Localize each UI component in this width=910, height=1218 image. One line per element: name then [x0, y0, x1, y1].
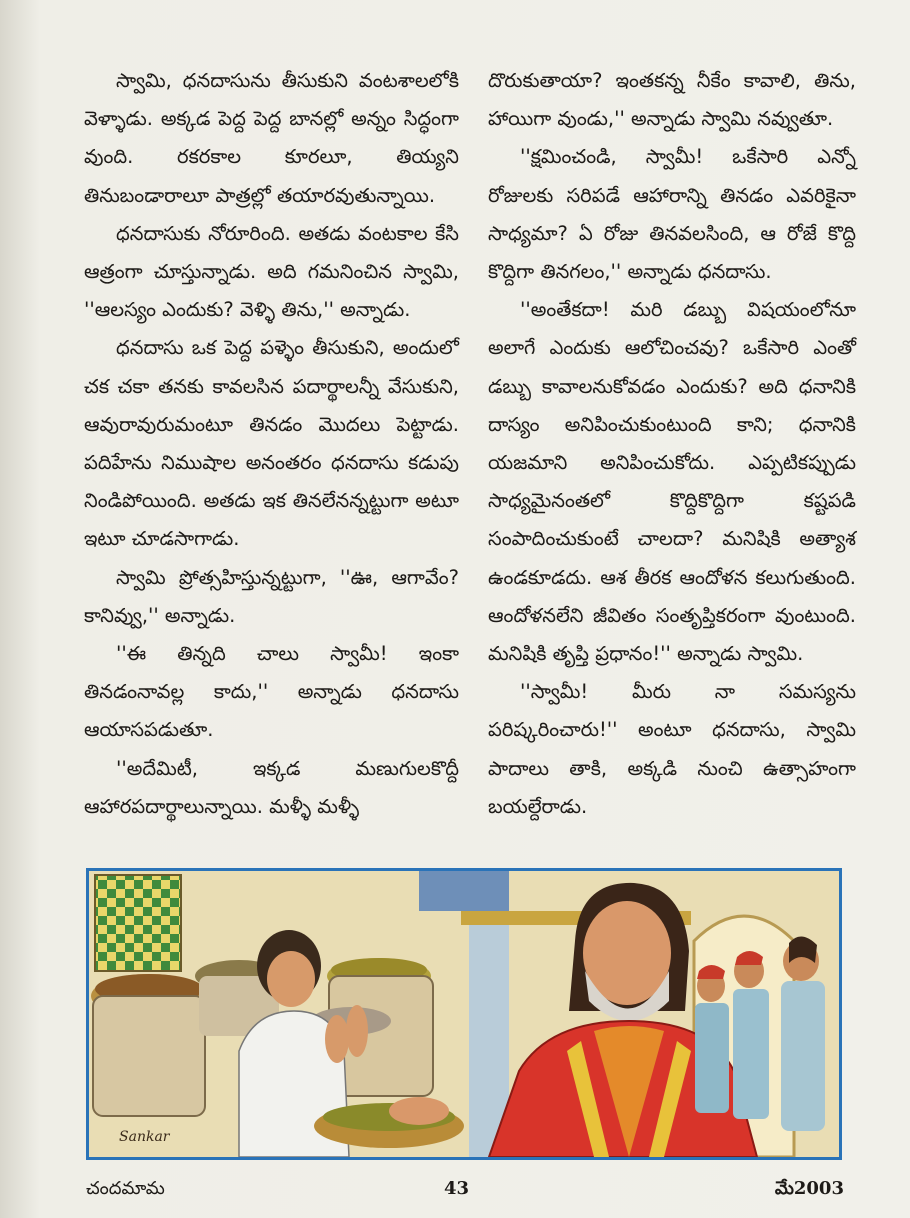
paragraph: ధనదాసు ఒక పెద్ద పళ్ళెం తీసుకుని, అందులో చక చకా తనకు కావలసిన పదార్థాలన్నీ వేసుకుని, ఆవురావురుమంటూ తినడం మొదలు పెట్టాడు. పదిహేను నిముషాల అనంతరం ధనదాసు కడుపు నిండిపోయింది. అతడు ఇక తినలేనన్నట్టుగా అటూ ఇటూ చూడసాగాడు. [84, 336, 459, 551]
magazine-name: చందమామ [86, 1178, 165, 1199]
paragraph: స్వామి ప్రోత్సహిస్తున్నట్టుగా, ''ఊ, ఆగావేం? కానివ్వు,'' అన్నాడు. [84, 565, 459, 627]
issue-date: మే2003 [774, 1178, 844, 1199]
paragraph: ''స్వామీ! మీరు నా సమస్యను పరిష్కరించారు!'' అంటూ ధనదాసు, స్వామి పాదాలు తాకి, అక్కడి నుంచి ఉత్సాహంగా బయల్దేరాడు. [488, 680, 856, 818]
paragraph: స్వామి, ధనదాసును తీసుకుని వంటశాలలోకి వెళ్ళాడు. అక్కడ పెద్ద పెద్ద బానల్లో అన్నం సిద్ధంగా వుంది. రకరకాల కూరలూ, తియ్యని తినుబండారాలూ పాత్రల్లో తయారవుతున్నాయి. [84, 69, 459, 207]
paragraph: ''ఈ తిన్నది చాలు స్వామీ! ఇంకా తినడంనావల్ల కాదు,'' అన్నాడు ధనదాసు ఆయాసపడుతూ. [84, 642, 459, 742]
paragraph: ''అదేమిటీ, ఇక్కడ మణుగులకొద్దీ ఆహారపదార్థాలున్నాయి. మళ్ళీ మళ్ళీ [84, 756, 459, 818]
checkered-window [95, 875, 181, 971]
artist-signature: Sankar [119, 1129, 170, 1145]
paragraph: ''క్షమించండి, స్వామీ! ఒకేసారి ఎన్నో రోజులకు సరిపడే ఆహారాన్ని తినడం ఎవరికైనా సాధ్యమా? ఏ రోజు తినవలసింది, ఆ రోజే కొద్ది కొద్దిగా తినగలం,'' అన్నాడు ధనదాసు. [488, 145, 856, 284]
illustration-scene [89, 871, 839, 1157]
page-number: 43 [444, 1178, 470, 1199]
paragraph: ''అంతేకదా! మరి డబ్బు విషయంలోనూ అలాగే ఎందుకు ఆలోచించవు? ఒకేసారి ఎంతో డబ్బు కావాలనుకోవడం ఎందుకు? అది ధనానికి దాస్యం అనిపించుకుంటుంది కాని; ధనానికి యజమాని అనిపించుకోదు. ఎప్పటికప్పుడు సాధ్యమైనంతలో కొద్దికొద్దిగా కష్టపడి సంపాదించుకుంటే చాలదా? మనిషికి అత్యాశ ఉండకూడదు. ఆశ తీరక ఆందోళన కలుగుతుంది. ఆందోళనలేని జీవితం సంతృప్తికరంగా వుంటుంది. మనిషికి తృప్తి ప్రధానం!'' అన్నాడు స్వామి. [488, 298, 856, 666]
left-text-column [84, 62, 459, 826]
right-text-column [488, 62, 856, 826]
story-illustration [86, 868, 842, 1160]
paragraph: దొరుకుతాయా? ఇంతకన్న నీకేం కావాలి, తిను, హాయిగా వుండు,'' అన్నాడు స్వామి నవ్వుతూ. [488, 69, 856, 131]
paragraph: ధనదాసుకు నోరూరింది. అతడు వంటకాల కేసి ఆత్రంగా చూస్తున్నాడు. అది గమనించిన స్వామి, ''ఆలస్యం ఎందుకు? వెళ్ళి తిను,'' అన్నాడు. [84, 221, 459, 322]
guards [695, 936, 825, 1131]
